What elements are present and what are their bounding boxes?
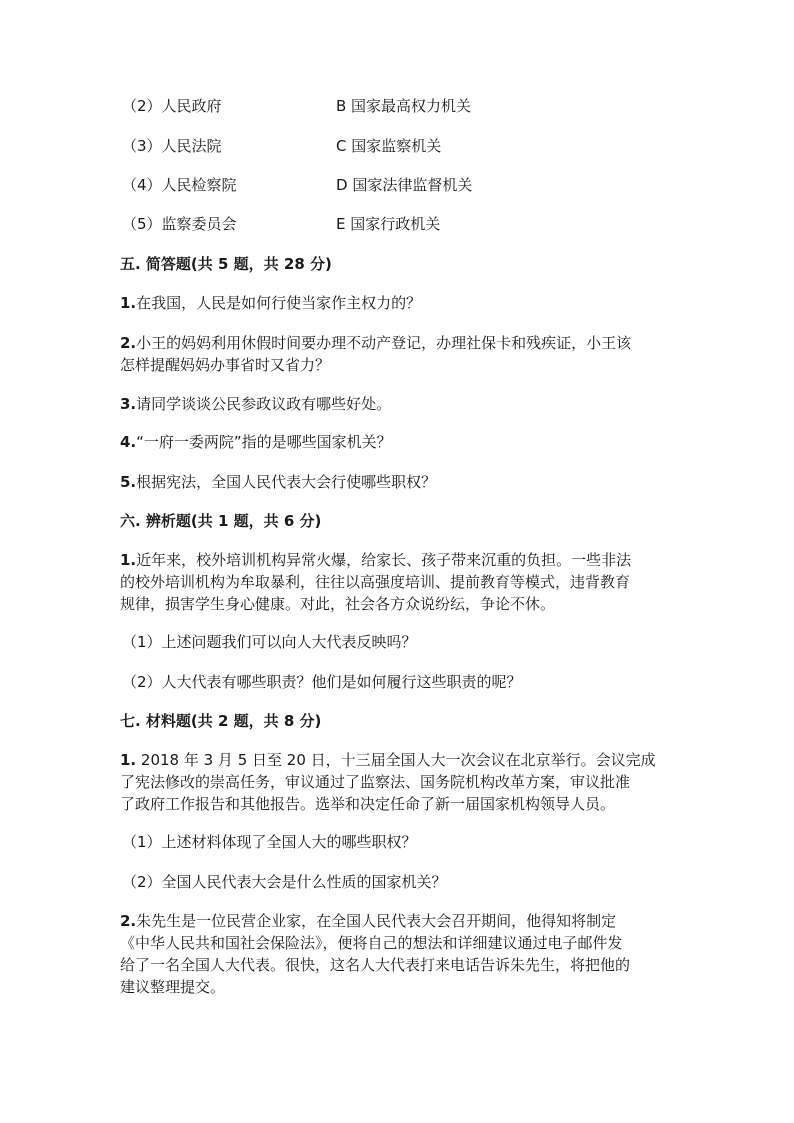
- question-number: 3.: [120, 395, 137, 413]
- question-5-1: [120, 291, 421, 315]
- question-6-1-line2: 的校外培训机构为牟取暴利，往往以高强度培训、提前教育等模式，违背教育: [120, 573, 631, 591]
- match-right-e: E 国家行政机关: [336, 215, 441, 233]
- question-6-1-sub2: （2）人大代表有哪些职责？他们是如何履行这些职责的呢？: [122, 673, 522, 691]
- question-7-1-line1: [120, 748, 656, 772]
- question-number: 4.: [120, 433, 137, 451]
- question-5-3: [120, 392, 391, 416]
- question-number: 1.: [120, 294, 137, 312]
- question-5-5: [120, 470, 436, 494]
- question-5-4: [120, 430, 392, 454]
- match-left-3: （3）人民法院: [122, 137, 222, 155]
- section-heading-material: 七. 材料题(共 2 题，共 8 分): [120, 712, 322, 730]
- section-heading-short-answer: 五. 简答题(共 5 题，共 28 分): [120, 255, 332, 273]
- question-text: 小王的妈妈利用休假时间要办理不动产登记，办理社保卡和残疾证，小王该: [136, 334, 632, 352]
- question-text: “一府一委两院”指的是哪些国家机关？: [136, 433, 392, 451]
- question-7-1-line2: 了宪法修改的崇高任务，审议通过了监察法、国务院机构改革方案，审议批准: [120, 773, 631, 791]
- match-left-2: （2）人民政府: [122, 97, 222, 115]
- match-right-b: B 国家最高权力机关: [336, 97, 472, 115]
- question-6-1-line1: [120, 548, 631, 572]
- question-number: 2.: [120, 334, 137, 352]
- question-7-2-line3: 给了一名全国人大代表。很快，这名人大代表打来电话告诉朱先生，将把他的: [120, 956, 631, 974]
- question-6-1-line3: 规律，损害学生身心健康。对此，社会各方众说纷纭，争论不休。: [120, 595, 556, 613]
- question-text: 根据宪法，全国人民代表大会行使哪些职权？: [136, 473, 437, 491]
- question-text: 朱先生是一位民营企业家，在全国人民代表大会召开期间，他得知将制定: [136, 912, 617, 930]
- question-number: 2.: [120, 912, 137, 930]
- question-text: 近年来，校外培训机构异常火爆，给家长、孩子带来沉重的负担。一些非法: [136, 551, 632, 569]
- question-7-1-line3: 了政府工作报告和其他报告。选举和决定任命了新一届国家机构领导人员。: [120, 795, 616, 813]
- question-text: 2018 年 3 月 5 日至 20 日，十三届全国人大一次会议在北京举行。会议完成: [136, 751, 656, 769]
- match-right-d: D 国家法律监督机关: [336, 176, 473, 194]
- question-5-2-line1: [120, 331, 631, 355]
- question-7-1-sub1: （1）上述材料体现了全国人大的哪些职权？: [122, 833, 417, 851]
- question-7-2-line2: 《中华人民共和国社会保险法》，便将自己的想法和详细建议通过电子邮件发: [120, 934, 623, 952]
- question-text: 在我国，人民是如何行使当家作主权力的？: [136, 294, 422, 312]
- question-number: 1.: [120, 751, 137, 769]
- question-5-2-line2: 怎样提醒妈妈办事省时又省力？: [120, 356, 331, 374]
- question-6-1-sub1: （1）上述问题我们可以向人大代表反映吗？: [122, 633, 417, 651]
- question-number: 1.: [120, 551, 137, 569]
- question-number: 5.: [120, 473, 137, 491]
- match-left-5: （5）监察委员会: [122, 215, 237, 233]
- section-heading-analysis: 六. 辨析题(共 1 题，共 6 分): [120, 512, 322, 530]
- match-left-4: （4）人民检察院: [122, 176, 237, 194]
- question-7-2-line1: [120, 909, 616, 933]
- question-7-1-sub2: （2）全国人民代表大会是什么性质的国家机关？: [122, 873, 447, 891]
- question-7-2-line4: 建议整理提交。: [120, 978, 226, 996]
- question-text: 请同学谈谈公民参政议政有哪些好处。: [136, 395, 392, 413]
- match-right-c: C 国家监察机关: [336, 137, 442, 155]
